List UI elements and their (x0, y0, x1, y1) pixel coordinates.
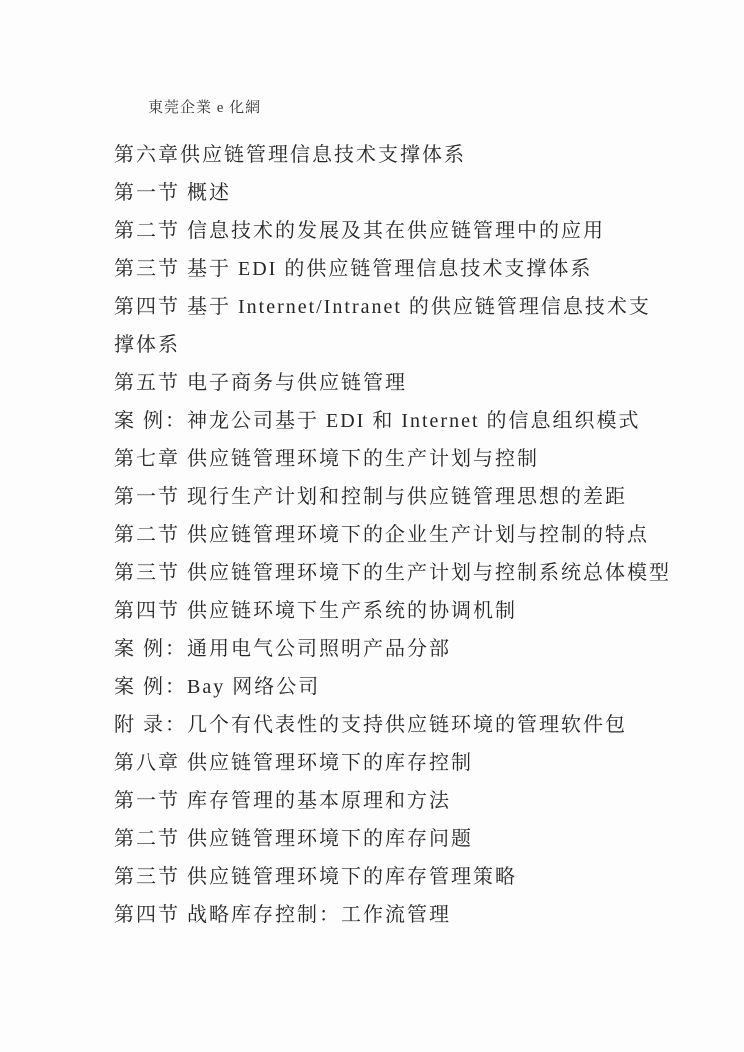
toc-line-section: 第二节 信息技术的发展及其在供应链管理中的应用 (114, 220, 605, 242)
toc-line-continuation: 撑体系 (114, 334, 180, 356)
toc-line-chapter: 第六章供应链管理信息技术支撑体系 (114, 144, 466, 166)
toc-line-section: 第四节 基于 Internet/Intranet 的供应链管理信息技术支 (114, 296, 651, 318)
toc-line-chapter: 第七章 供应链管理环境下的生产计划与控制 (114, 448, 539, 470)
toc-line-case: 案 例：通用电气公司照明产品分部 (114, 638, 451, 660)
toc-line-section: 第三节 基于 EDI 的供应链管理信息技术支撑体系 (114, 258, 593, 280)
toc-line-section: 第一节 概述 (114, 182, 231, 204)
toc-line-section: 第四节 战略库存控制：工作流管理 (114, 904, 451, 926)
site-header-text: 東莞企業 e 化網 (148, 100, 262, 116)
toc-line-section: 第一节 库存管理的基本原理和方法 (114, 790, 451, 812)
table-of-contents (114, 136, 688, 934)
toc-line-section: 第五节 电子商务与供应链管理 (114, 372, 407, 394)
toc-line-section: 第三节 供应链管理环境下的库存管理策略 (114, 866, 517, 888)
toc-line-section: 第二节 供应链管理环境下的库存问题 (114, 828, 473, 850)
toc-line-case: 案 例：Bay 网络公司 (114, 676, 321, 698)
toc-line-section: 第四节 供应链环境下生产系统的协调机制 (114, 600, 517, 622)
toc-line-chapter: 第八章 供应链管理环境下的库存控制 (114, 752, 473, 774)
toc-line-section: 第三节 供应链管理环境下的生产计划与控制系统总体模型 (114, 562, 671, 584)
toc-line-case: 案 例：神龙公司基于 EDI 和 Internet 的信息组织模式 (114, 410, 641, 432)
toc-line-section: 第一节 现行生产计划和控制与供应链管理思想的差距 (114, 486, 627, 508)
toc-line-section: 第二节 供应链管理环境下的企业生产计划与控制的特点 (114, 524, 649, 546)
toc-line-appendix: 附 录：几个有代表性的支持供应链环境的管理软件包 (114, 714, 627, 736)
